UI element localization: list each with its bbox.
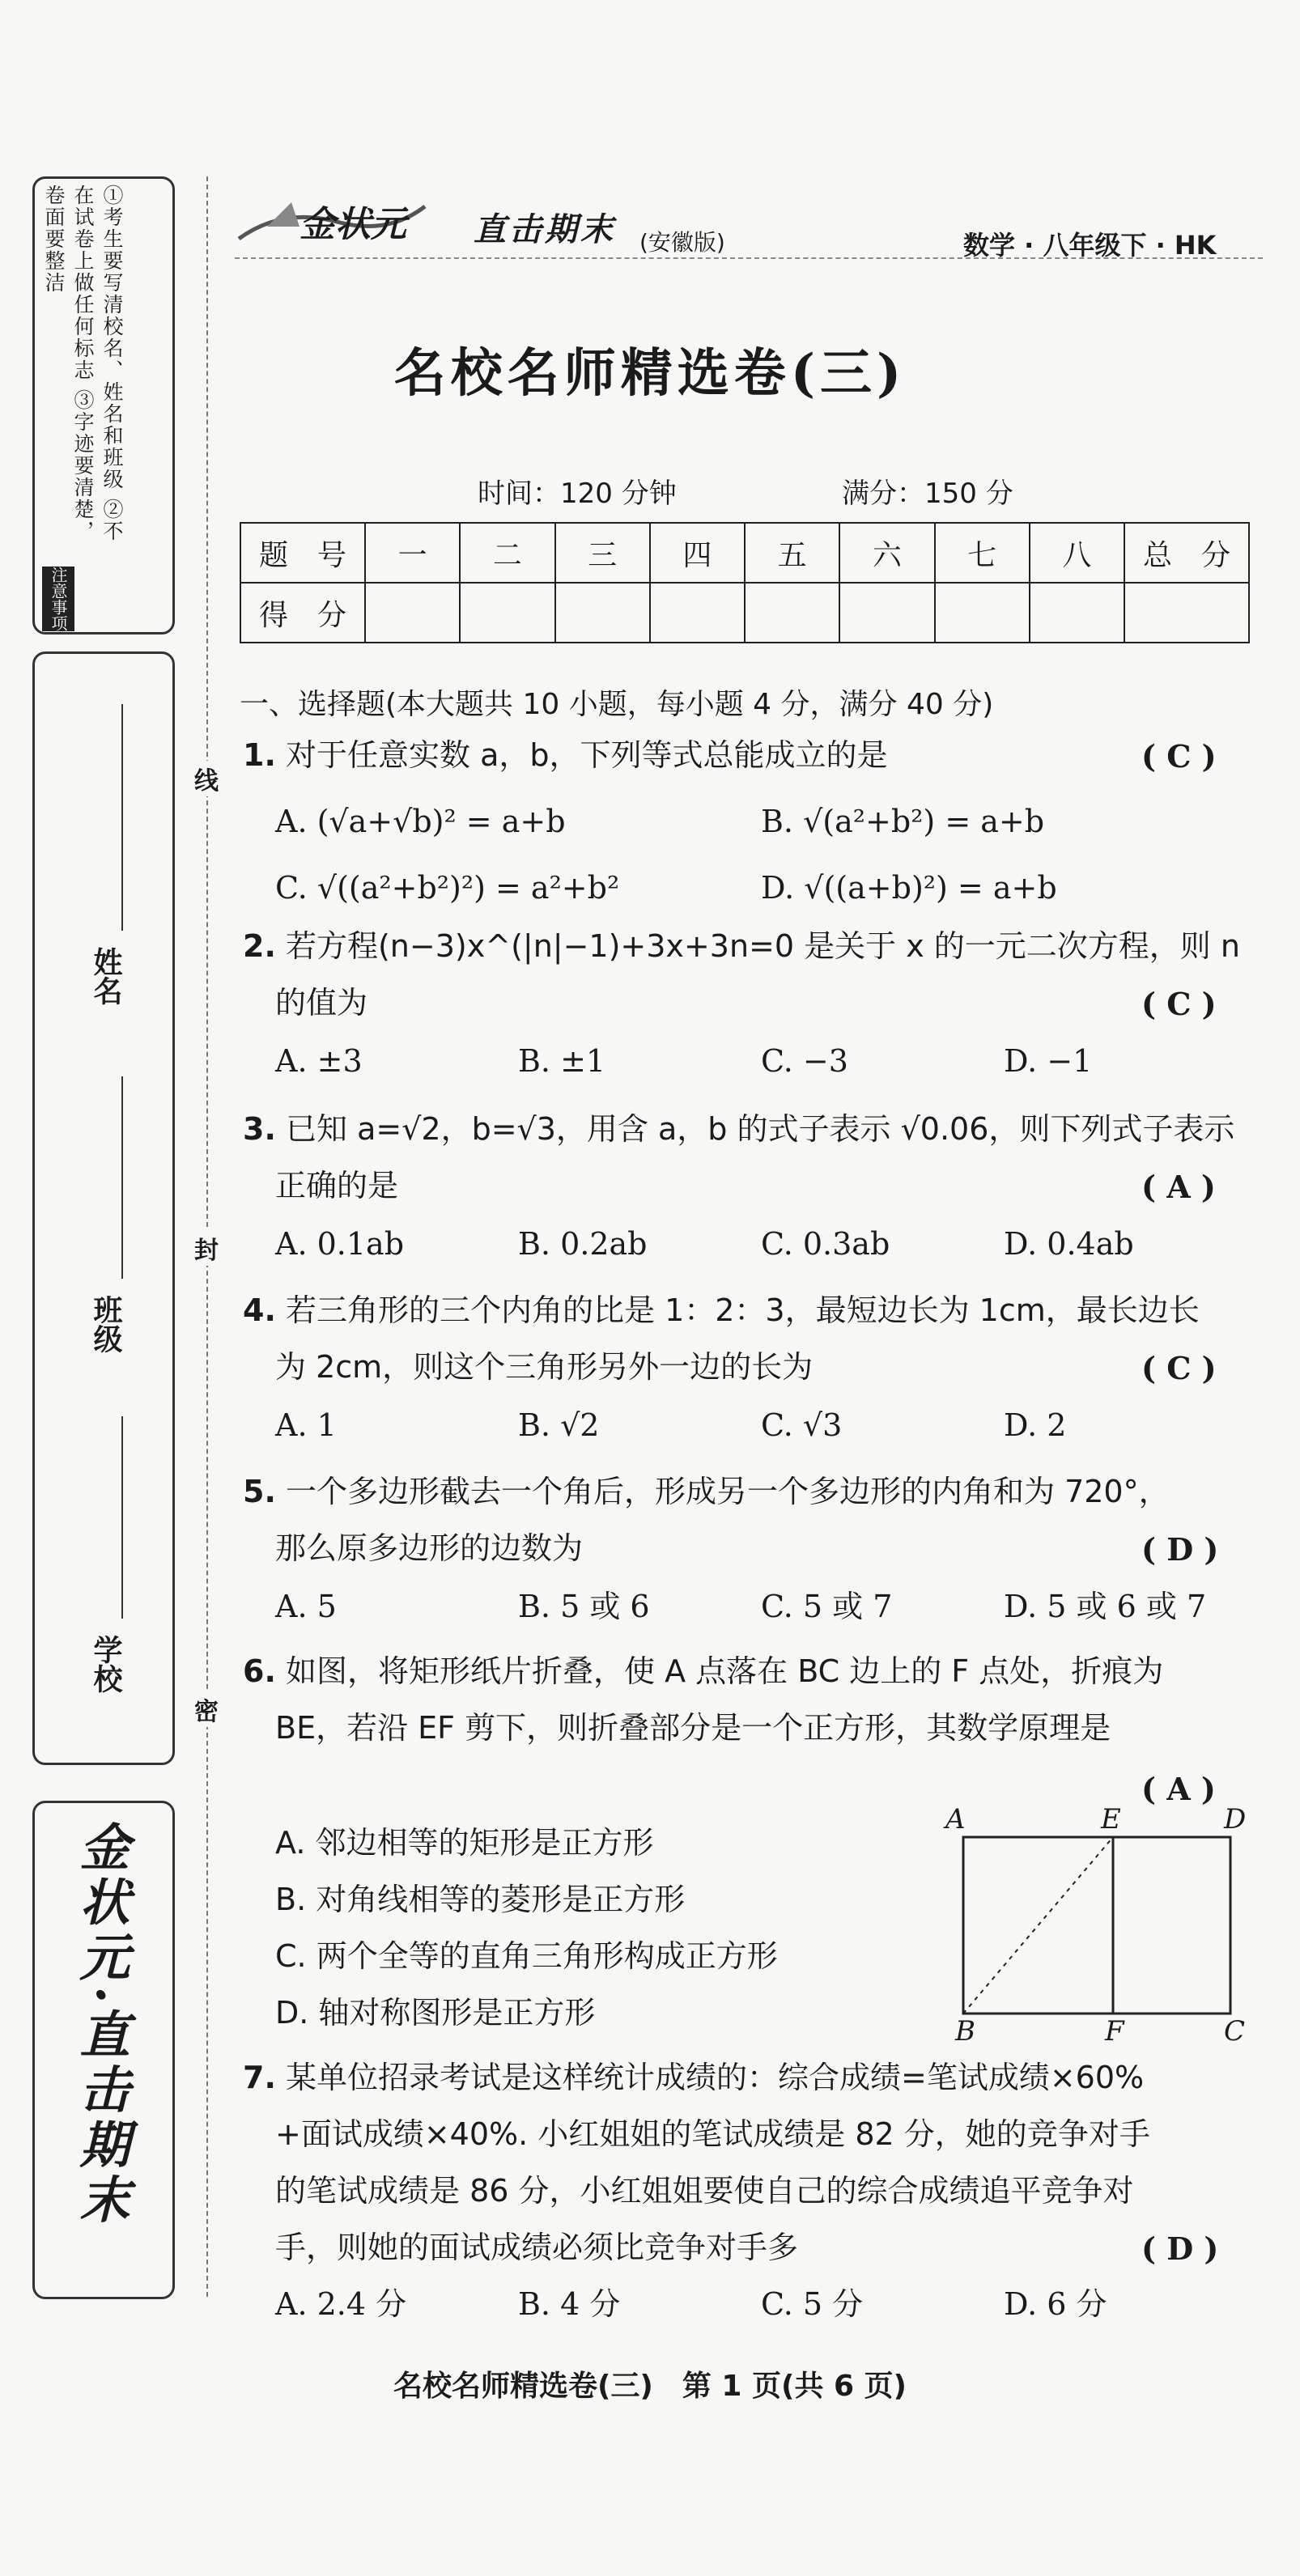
question-1 — [243, 735, 887, 775]
answer-3: ( A ) — [1141, 1169, 1216, 1205]
score-entry-cell[interactable] — [935, 583, 1030, 643]
q1-option-c: C. √((a²+b²)²) = a²+b² — [275, 870, 620, 906]
answer-1: ( C ) — [1141, 738, 1217, 774]
logo-text: 金状元 — [300, 204, 406, 245]
subject-grade: 数学 · 八年级下 · HK — [963, 230, 1217, 261]
q4-option-c: C. √3 — [761, 1407, 843, 1443]
question-text: 对于任意实数 a，b，下列等式总能成立的是 — [285, 737, 888, 773]
score-cell-header: 五 — [745, 523, 839, 583]
score-table-header-row — [240, 523, 1249, 583]
question-3 — [243, 1109, 1234, 1149]
score-cell-header: 七 — [935, 523, 1030, 583]
answer-7: ( D ) — [1141, 2230, 1219, 2267]
figure-label-d: D — [1224, 1803, 1247, 1835]
q5-option-a: A. 5 — [275, 1589, 337, 1624]
figure-label-e: E — [1101, 1803, 1121, 1835]
q1-option-d: D. √((a+b)²) = a+b — [761, 870, 1057, 906]
question-text: 若方程(n−3)x^(|n|−1)+3x+3n=0 是关于 x 的一元二次方程，则 n — [285, 928, 1240, 964]
q7-option-c: C. 5 分 — [761, 2286, 864, 2322]
edition: (安徽版) — [639, 229, 725, 256]
q4-option-b: B. √2 — [518, 1407, 600, 1443]
q2-option-d: D. −1 — [1004, 1043, 1093, 1079]
question-number: 7. — [243, 2060, 276, 2095]
question-3-continued: 正确的是 — [275, 1168, 399, 1203]
question-number: 2. — [243, 928, 276, 964]
q7-option-a: A. 2.4 分 — [275, 2286, 407, 2322]
score-entry-cell[interactable] — [745, 583, 839, 643]
school-field-label: 学校 — [89, 1635, 122, 1693]
q4-option-d: D. 2 — [1004, 1407, 1067, 1443]
score-entry-cell[interactable] — [1124, 583, 1249, 643]
brand-text: 金状元·直击期末 — [71, 1821, 130, 2229]
score-cell-header: 八 — [1030, 523, 1124, 583]
q1-option-a: A. (√a+√b)² = a+b — [275, 804, 566, 839]
answer-5: ( D ) — [1141, 1531, 1219, 1568]
full-score: 满分：150 分 — [842, 477, 1013, 510]
q5-option-d: D. 5 或 6 或 7 — [1004, 1589, 1207, 1624]
seal-mark-line: 线 — [194, 761, 219, 796]
score-cell-header: 一 — [365, 523, 460, 583]
q6-option-a: A. 邻边相等的矩形是正方形 — [275, 1825, 654, 1861]
question-text: 某单位招录考试是这样统计成绩的：综合成绩=笔试成绩×60% — [285, 2060, 1145, 2095]
page-title: 名校名师精选卷(三) — [393, 343, 907, 404]
q7-option-d: D. 6 分 — [1004, 2286, 1107, 2322]
score-entry-cell[interactable] — [1030, 583, 1124, 643]
question-7 — [243, 2057, 1144, 2098]
figure-label-f: F — [1105, 2015, 1124, 2048]
school-field-line[interactable] — [121, 1416, 123, 1619]
q5-option-c: C. 5 或 7 — [761, 1589, 893, 1624]
section-heading: 一、选择题(本大题共 10 小题，每小题 4 分，满分 40 分) — [240, 688, 994, 721]
question-2 — [243, 926, 1240, 966]
score-entry-cell[interactable] — [555, 583, 650, 643]
series-name: 直击期末 — [474, 210, 616, 248]
question-2-continued: 的值为 — [275, 985, 368, 1021]
q2-option-a: A. ±3 — [275, 1043, 363, 1079]
name-field-line[interactable] — [121, 704, 123, 931]
q3-option-a: A. 0.1ab — [275, 1226, 405, 1262]
seal-mark-secret: 密 — [194, 1691, 219, 1727]
header-divider — [235, 257, 1263, 259]
score-entry-cell[interactable] — [839, 583, 934, 643]
answer-2: ( C ) — [1141, 986, 1217, 1022]
q6-option-c: C. 两个全等的直角三角形构成正方形 — [275, 1938, 778, 1974]
student-info-box — [32, 651, 175, 1765]
score-table — [240, 522, 1250, 643]
logo — [235, 190, 429, 248]
question-6-continued: BE，若沿 EF 剪下，则折叠部分是一个正方形，其数学原理是 — [275, 1710, 1111, 1746]
question-7-line-4: 手，则她的面试成绩必须比竞争对手多 — [275, 2230, 799, 2265]
answer-6: ( A ) — [1141, 1771, 1216, 1807]
fold-diagram-icon — [939, 1803, 1255, 2046]
question-5 — [243, 1471, 1170, 1512]
question-4-continued: 为 2cm，则这个三角形另外一边的长为 — [275, 1349, 814, 1385]
score-cell-label: 题 号 — [240, 523, 365, 583]
figure-label-b: B — [955, 2015, 975, 2048]
question-4 — [243, 1290, 1200, 1330]
score-cell-header: 三 — [555, 523, 650, 583]
question-number: 1. — [243, 737, 276, 773]
q4-option-a: A. 1 — [275, 1407, 337, 1443]
class-field-label: 班级 — [89, 1295, 122, 1353]
exam-time: 时间：120 分钟 — [478, 477, 677, 510]
answer-4: ( C ) — [1141, 1350, 1217, 1386]
score-cell-header: 六 — [839, 523, 934, 583]
notice-label: 注意事项 — [42, 567, 74, 631]
question-text: 一个多边形截去一个角后，形成另一个多边形的内角和为 720°， — [285, 1474, 1170, 1509]
q6-option-d: D. 轴对称图形是正方形 — [275, 1995, 596, 2031]
score-entry-cell[interactable] — [365, 583, 460, 643]
question-number: 5. — [243, 1474, 276, 1509]
figure-label-a: A — [945, 1803, 966, 1835]
question-5-continued: 那么原多边形的边数为 — [275, 1530, 584, 1566]
question-text: 如图，将矩形纸片折叠，使 A 点落在 BC 边上的 F 点处，折痕为 — [285, 1653, 1164, 1689]
q2-option-b: B. ±1 — [518, 1043, 606, 1079]
q3-option-c: C. 0.3ab — [761, 1226, 890, 1262]
score-cell-header: 二 — [460, 523, 554, 583]
score-entry-cell[interactable] — [460, 583, 554, 643]
score-table-entry-row — [240, 583, 1249, 643]
question-7-line-3: 的笔试成绩是 86 分，小红姐姐要使自己的综合成绩追平竞争对 — [275, 2173, 1134, 2209]
question-number: 3. — [243, 1111, 276, 1147]
question-7-line-2: +面试成绩×40%. 小红姐姐的笔试成绩是 82 分，她的竞争对手 — [275, 2116, 1150, 2152]
question-number: 4. — [243, 1292, 276, 1328]
question-text: 若三角形的三个内角的比是 1：2：3，最短边长为 1cm，最长边长 — [285, 1292, 1200, 1328]
q3-option-b: B. 0.2ab — [518, 1226, 648, 1262]
q6-option-b: B. 对角线相等的菱形是正方形 — [275, 1882, 686, 1917]
score-entry-cell[interactable] — [650, 583, 745, 643]
question-number: 6. — [243, 1653, 276, 1689]
rectangle-fold-figure — [939, 1803, 1255, 2046]
name-field-label: 姓名 — [89, 947, 122, 1005]
score-cell-label: 得 分 — [240, 583, 365, 643]
q1-option-b: B. √(a²+b²) = a+b — [761, 804, 1045, 839]
question-text: 已知 a=√2，b=√3，用含 a，b 的式子表示 √0.06，则下列式子表示 — [285, 1111, 1235, 1147]
page-footer: 名校名师精选卷(三) 第 1 页(共 6 页) — [393, 2370, 907, 2403]
question-6 — [243, 1651, 1163, 1691]
q5-option-b: B. 5 或 6 — [518, 1589, 650, 1624]
q2-option-c: C. −3 — [761, 1043, 848, 1079]
seal-mark-seal: 封 — [194, 1230, 219, 1266]
q3-option-d: D. 0.4ab — [1004, 1226, 1134, 1262]
q7-option-b: B. 4 分 — [518, 2286, 621, 2322]
class-field-line[interactable] — [121, 1076, 123, 1279]
figure-label-c: C — [1224, 2015, 1246, 2048]
score-cell-total: 总 分 — [1124, 523, 1249, 583]
notice-text: ①考生要写清校名、姓名和班级 ②不在试卷上做任何标志 ③字迹要清楚，卷面要整洁 — [42, 185, 124, 542]
score-cell-header: 四 — [650, 523, 745, 583]
